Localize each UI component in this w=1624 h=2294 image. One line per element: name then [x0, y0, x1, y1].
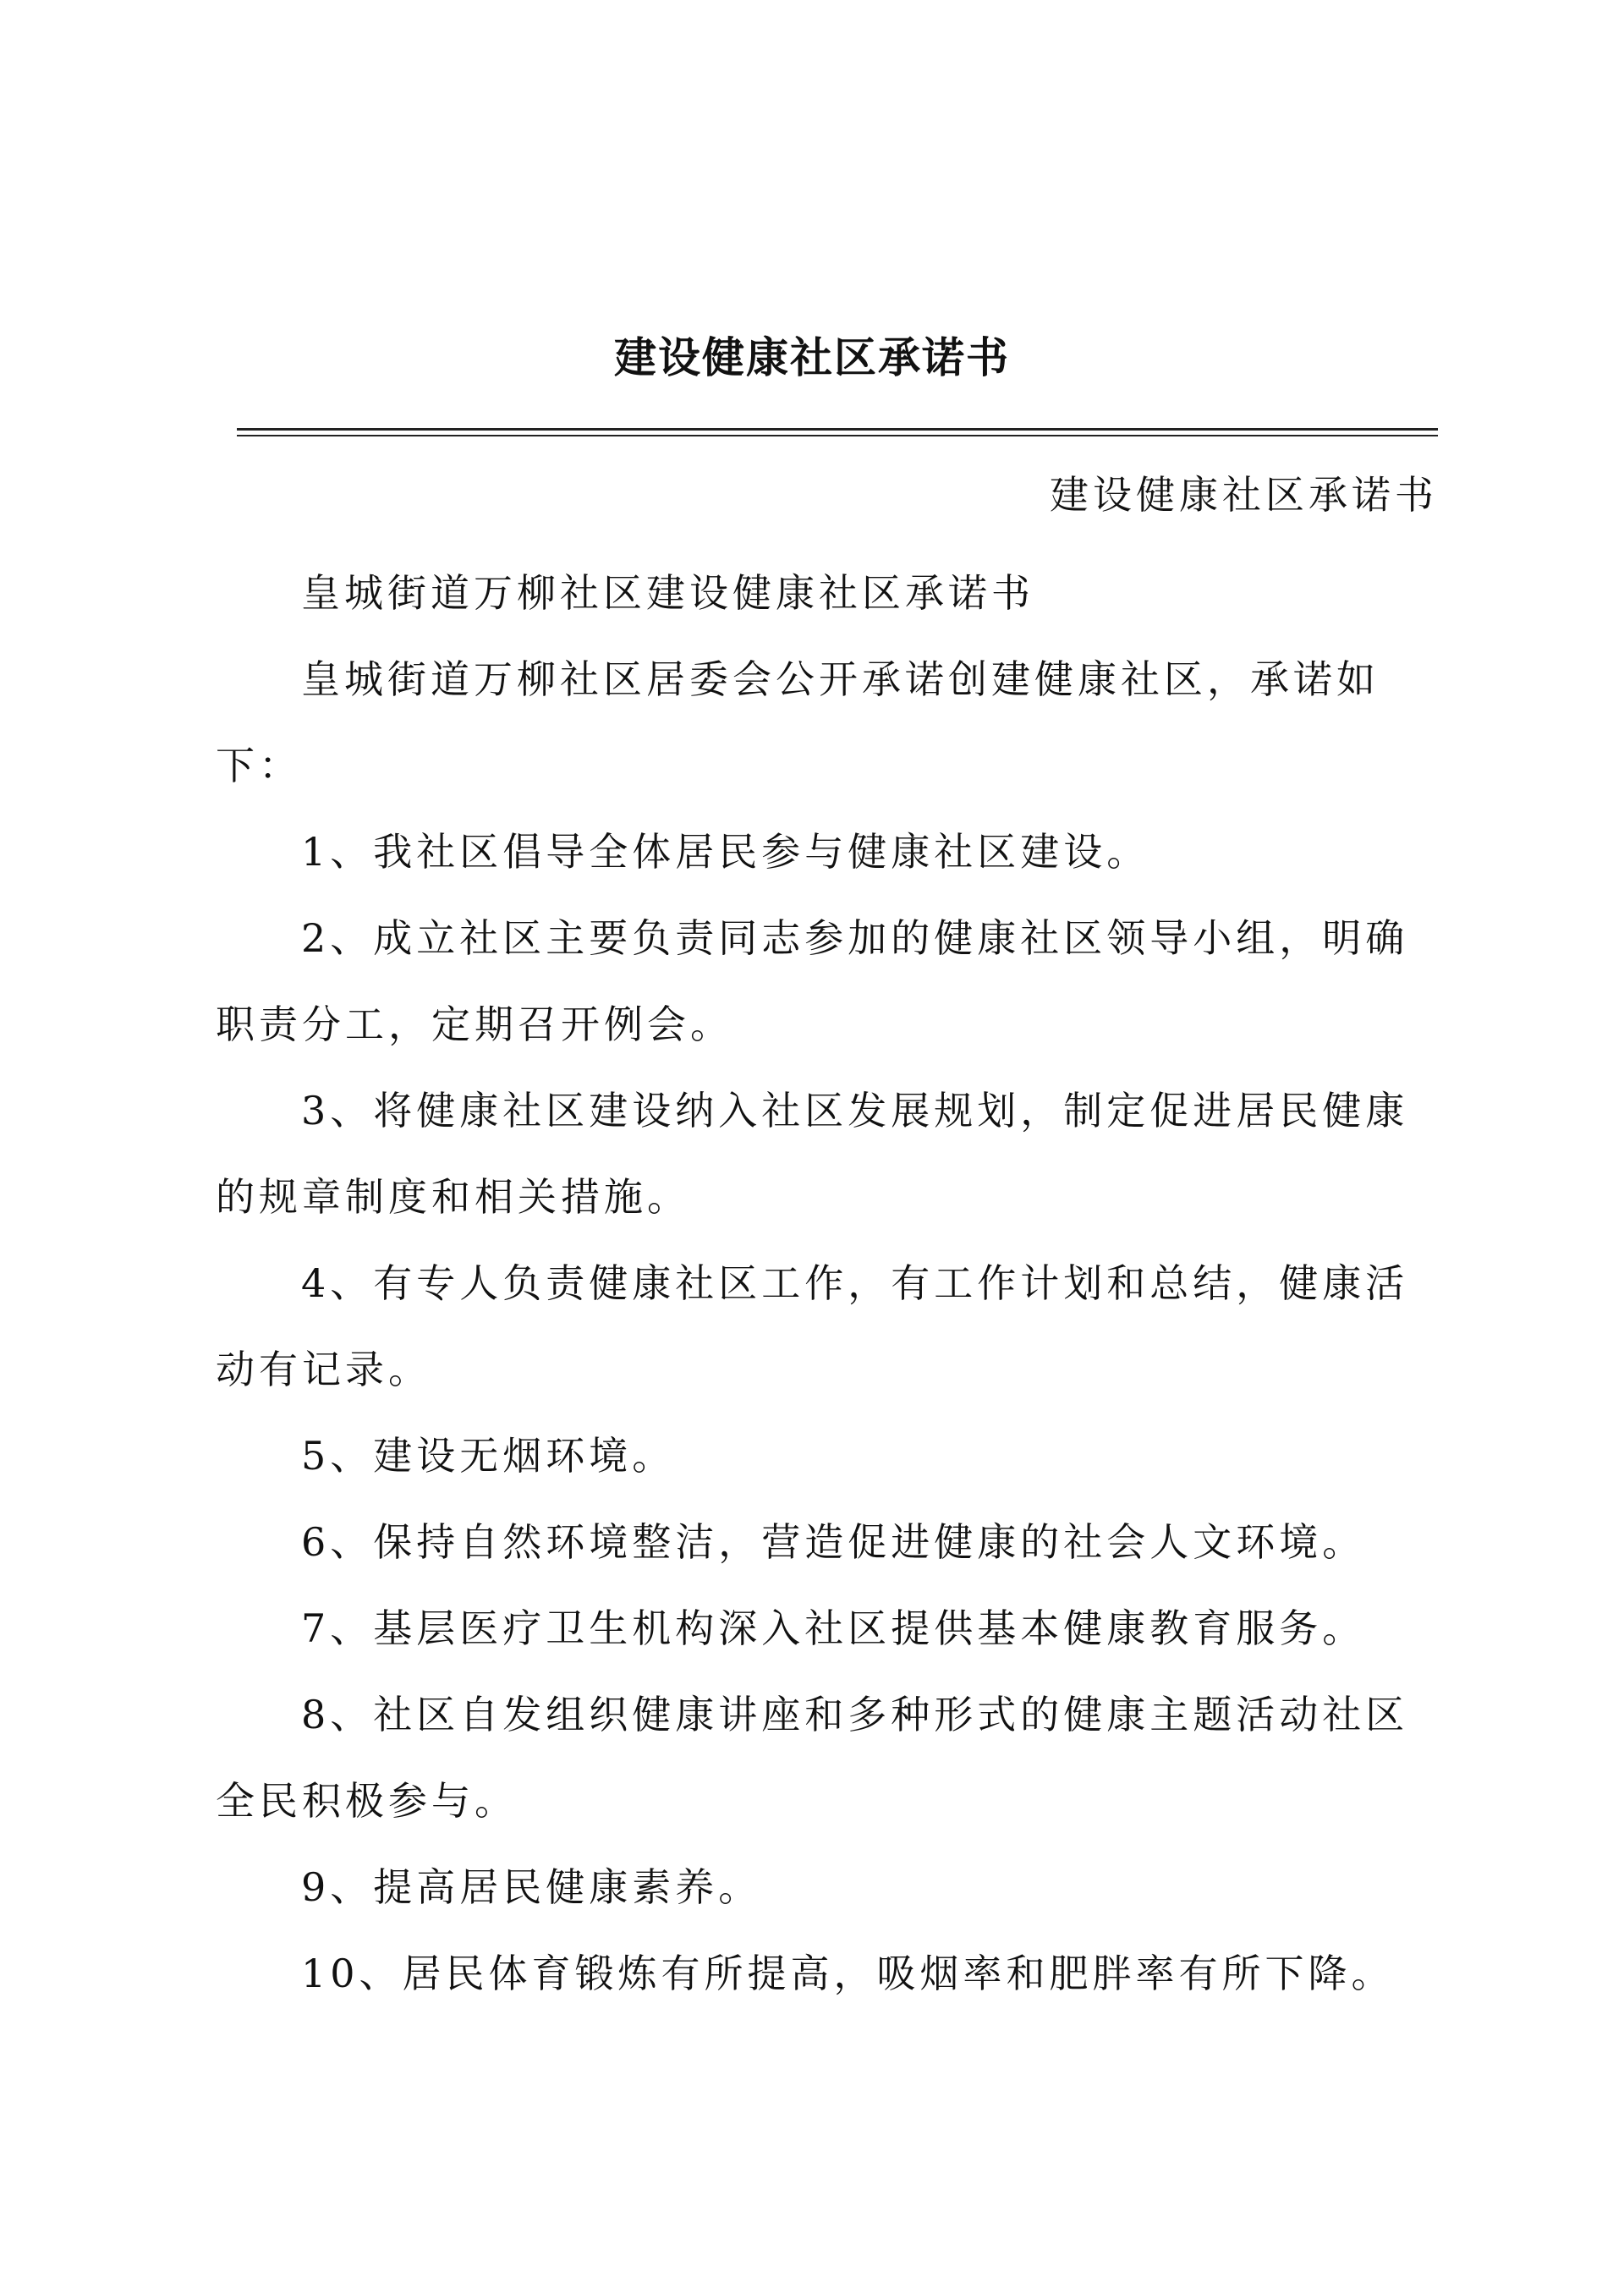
commitment-item-8: 8、社区自发组织健康讲座和多种形式的健康主题活动社区全民积极参与。 [216, 1692, 1409, 1824]
commitment-item-9: 9、提高居民健康素养。 [301, 1864, 762, 1910]
title-divider-thin [237, 435, 1438, 436]
document-subtitle: 建设健康社区承诺书 [1050, 472, 1438, 518]
document-body [216, 550, 1417, 2017]
commitment-item-2: 2、成立社区主要负责同志参加的健康社区领导小组，明确职责分工，定期召开例会。 [216, 915, 1409, 1047]
commitment-item-10: 10、居民体育锻炼有所提高，吸烟率和肥胖率有所下降。 [301, 1951, 1395, 1996]
commitment-item-5: 5、建设无烟环境。 [301, 1433, 676, 1479]
commitment-item-1: 1、我社区倡导全体居民参与健康社区建设。 [301, 829, 1150, 875]
title-divider-thick [237, 428, 1438, 431]
document-title: 建设健康社区承诺书 [614, 333, 1010, 382]
commitment-item-4: 4、有专人负责健康社区工作，有工作计划和总结，健康活动有记录。 [216, 1260, 1409, 1392]
commitment-item-6: 6、保持自然环境整洁，营造促进健康的社会人文环境。 [301, 1519, 1366, 1565]
commitment-item-3: 3、将健康社区建设纳入社区发展规划，制定促进居民健康的规章制度和相关措施。 [216, 1088, 1409, 1220]
heading-paragraph: 皇城街道万柳社区建设健康社区承诺书 [301, 570, 1034, 616]
intro-paragraph: 皇城街道万柳社区居委会公开承诺创建健康社区，承诺如下： [216, 656, 1380, 788]
commitment-item-7: 7、基层医疗卫生机构深入社区提供基本健康教育服务。 [301, 1605, 1366, 1651]
